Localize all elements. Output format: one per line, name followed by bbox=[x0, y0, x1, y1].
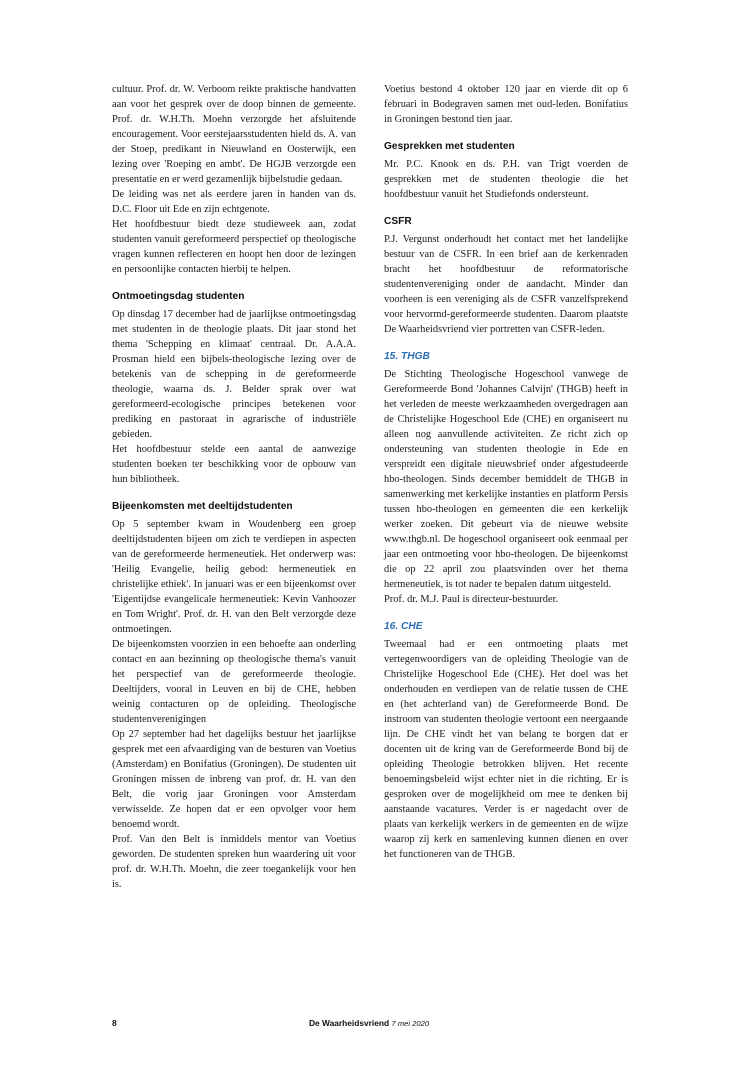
paragraph: Tweemaal had er een ontmoeting plaats met vertegenwoordigers van de opleiding Theologie van de Christelijke Hogeschool Ede (CHE). Het doel was het onderhouden en verdiepen van de relatie tussen de CHE en (het achterland van) de Gereformeerde Bond. De instroom van studenten theologie vertoont een neergaande lijn. De CHE vindt het van belang te borgen dat er docenten uit de kring van de Gereformeerde Bond bij de opleiding Theologie betrokken blijven. Het recente benoemingsbeleid wijst echter niet in die richting. Er is gesproken over de mogelijkheid om mee te denken bij aanstaande vacatures. Verder is er nagedacht over de plaats van kerkelijk werkers in de gemeenten en de wijze waarop zij kerk en samenleving kunnen dienen en over het functioneren van de THGB. bbox=[384, 639, 628, 860]
paragraph: Voetius bestond 4 oktober 120 jaar en vierde dit op 6 februari in Bodegraven samen met oud-leden. Bonifatius in Groningen bestond tien jaar. bbox=[384, 84, 628, 125]
paragraph: Prof. Van den Belt is inmiddels mentor van Voetius geworden. De studenten spreken hun waardering uit voor prof. dr. W.H.Th. Moehn, die zeer toegankelijk voor hen is. bbox=[112, 834, 356, 890]
paragraph: De leiding was net als eerdere jaren in handen van ds. D.C. Floor uit Ede en zijn echtgenote. bbox=[112, 189, 356, 215]
section-heading-gesprekken: Gesprekken met studenten bbox=[384, 141, 515, 152]
section-heading-deeltijdstudenten: Bijeenkomsten met deeltijdstudenten bbox=[112, 501, 293, 512]
page-columns bbox=[112, 82, 628, 982]
paragraph: Prof. dr. M.J. Paul is directeur-bestuurder. bbox=[384, 594, 559, 605]
footer-magazine-title: De Waarheidsvriend bbox=[308, 1018, 390, 1028]
paragraph: Op 5 september kwam in Woudenberg een groep deeltijdstudenten bijeen om zich te verdiepen in aspecten van de gereformeerde hermeneutiek. Het onderwerp was: 'Heilig Evangelie, heilig gebod: hermeneutiek en christelijke ethiek'. In januari was er een bijeenkomst over 'Eigentijdse evangelicale hermeneutiek: Kevin Vanhoozer en Tom Wright'. Prof. dr. H. van den Belt verzorgde deze ontmoetingen. bbox=[112, 519, 356, 635]
section-heading-che: 16. CHE bbox=[384, 621, 423, 632]
paragraph: Op dinsdag 17 december had de jaarlijkse ontmoetingsdag met studenten in de theologie plaats. Dit jaar stond het thema 'Schepping en klimaat' centraal. Dr. A.A.A. Prosman hield een bijbels-theologische lezing over de betekenis van de schepping in de gereformeerde theologie, waarna ds. J. Belder sprak over wat gereformeerd-ecologische principes betekenen voor prediking en pastoraat in agrarische of industriële gebieden. bbox=[112, 309, 356, 440]
footer-imprint bbox=[0, 1018, 738, 1028]
section-heading-csfr: CSFR bbox=[384, 216, 412, 227]
page-footer bbox=[0, 1018, 738, 1038]
left-column bbox=[112, 82, 356, 982]
paragraph: Mr. P.C. Knook en ds. P.H. van Trigt voerden de gesprekken met de studenten theologie die het hoofdbestuur vanuit het Studiefonds ondersteunt. bbox=[384, 159, 628, 200]
section-heading-ontmoetingsdag: Ontmoetingsdag studenten bbox=[112, 291, 245, 302]
page-number: 8 bbox=[112, 1018, 117, 1028]
paragraph: Op 27 september had het dagelijks bestuur het jaarlijkse gesprek met een afvaardiging van de besturen van Voetius (Amsterdam) en Bonifatius (Groningen). De studenten uit Groningen missen de inbreng van prof. dr. H. van den Belt, die vorig jaar Groningen voor Amsterdam verwisselde. Ze hopen dat er een opvolger voor hem benoemd wordt. bbox=[112, 729, 356, 830]
paragraph: Het hoofdbestuur biedt deze studieweek aan, zodat studenten vanuit gereformeerd perspectief op theologische vragen kunnen reflecteren en hoopt hen door de lezingen en persoonlijke contacten hierbij te helpen. bbox=[112, 219, 356, 275]
paragraph: De Stichting Theologische Hogeschool vanwege de Gereformeerde Bond 'Johannes Calvijn' (THGB) heeft in het verleden de meeste werkzaamheden overgedragen aan de Christelijke Hogeschool Ede (CHE) en organiseert nu alleen nog aanvullende activiteiten. Ze richt zich op ondersteuning van studenten theologie in Ede en verspreidt een digitale nieuwsbrief onder afgestudeerde hbo-theologen. Sinds december bemiddelt de THGB in samenwerking met kerkelijke instanties en platform Persis tussen hbo-theologen en gemeenten die een kerkelijk werker zoeken. Dit gebeurt via de nieuwe website www.thgb.nl. De hogeschool organiseert ook eenmaal per jaar een ontmoeting voor hbo-theologen. De bijeenkomst die op 22 april zou plaatsvinden over het thema hermeneutiek, is tot nader te bepalen datum uitgesteld. bbox=[384, 369, 628, 590]
paragraph: cultuur. Prof. dr. W. Verboom reikte praktische handvatten aan voor het gesprek over de doop binnen de gemeente. Prof. dr. W.H.Th. Moehn verzorgde het afsluitende encouragement. Voor eerstejaarsstudenten hield ds. A. van der Stoep, predikant in Nieuwland en Oosterwijk, een lezing over 'Roeping en ambt'. De HGJB verzorgde een presentatie en er werd gezamenlijk bijbelstudie gedaan. bbox=[112, 84, 356, 185]
paragraph: P.J. Vergunst onderhoudt het contact met het landelijke bestuur van de CSFR. In een brief aan de kerkenraden bracht het hoofdbestuur de reformatorische studentenvereniging onder de aandacht. Minder dan voorheen is een vereniging als de CSFR vanzelfsprekend voor hervormd-gereformeerde studenten. Daarom plaatste De Waarheidsvriend vier portretten van CSFR-leden. bbox=[384, 234, 628, 335]
section-heading-thgb: 15. THGB bbox=[384, 351, 430, 362]
right-column bbox=[384, 82, 628, 982]
paragraph: Het hoofdbestuur stelde een aantal de aanwezige studenten boeken ter beschikking voor de opbouw van hun bibliotheek. bbox=[112, 444, 356, 485]
footer-issue-date: 7 mei 2020 bbox=[391, 1019, 430, 1028]
paragraph: De bijeenkomsten voorzien in een behoefte aan onderling contact en aan bezinning op theologische thema's vanuit het perspectief van de gereformeerde theologie. Deeltijders, vooral in Leuven en bij de CHE, hebben weinig contacturen op de opleiding. Theologische studentenverenigingen bbox=[112, 639, 356, 725]
